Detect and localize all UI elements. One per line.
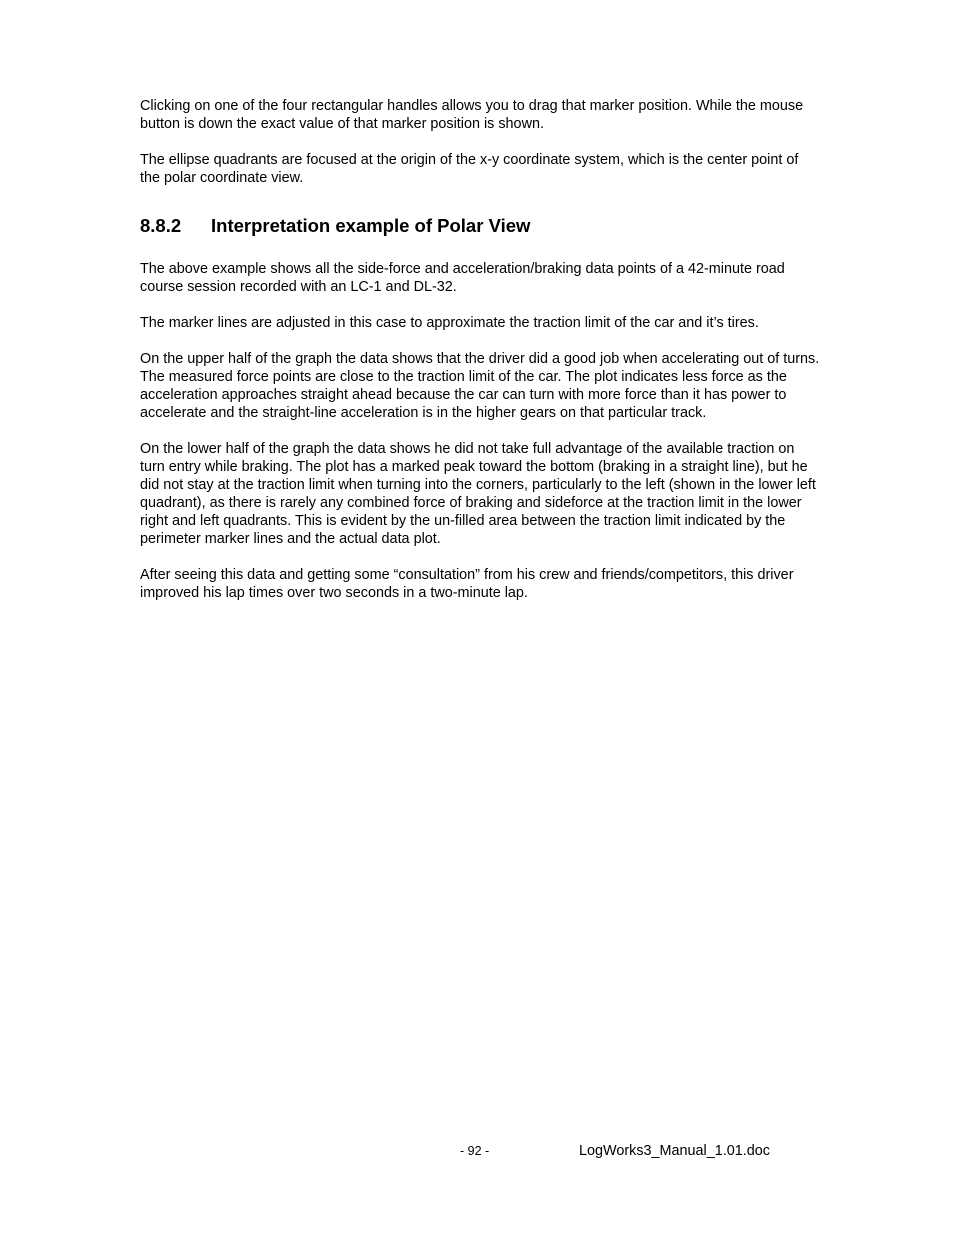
paragraph-marker-handles: Clicking on one of the four rectangular handles allows you to drag that marker position. While the mouse button is down the exact value of that marker position is shown. [140,98,804,132]
paragraph-example-overview: The above example shows all the side-force and acceleration/braking data points of a 42-minute road course session recorded with an LC-1 and DL-32. [140,261,785,295]
paragraph-lower-half: On the lower half of the graph the data shows he did not take full advantage of the available traction on turn entry while braking. The plot has a marked peak toward the bottom (braking in a straight line), but he did not stay at the traction limit when turning into the corners, particularly to the left (shown in the lower left quadrant), as there is rarely any combined force of braking and sideforce at the traction limit in the lower right and left quadrants. This is evident by the un-filled area between the traction limit indicated by the perimeter marker lines and the actual data plot. [140,441,816,547]
section-title: Interpretation example of Polar View [211,215,531,236]
footer-document-name: LogWorks3_Manual_1.01.doc [579,1143,770,1159]
paragraph-ellipse-quadrants: The ellipse quadrants are focused at the origin of the x-y coordinate system, which is the center point of the polar coordinate view. [140,152,799,186]
section-heading [140,214,820,238]
paragraph-conclusion: After seeing this data and getting some “consultation” from his crew and friends/competitors, this driver improved his lap times over two seconds in a two-minute lap. [140,567,794,601]
paragraph-marker-lines: The marker lines are adjusted in this case to approximate the traction limit of the car and it’s tires. [140,315,759,331]
footer-page-number: - 92 - [460,1144,490,1158]
paragraph-upper-half: On the upper half of the graph the data shows that the driver did a good job when accelerating out of turns. The measured force points are close to the traction limit of the car. The plot indicates less force as the acceleration approaches straight ahead because the car can turn with more force than it has power to accelerate and the straight-line acceleration is in the higher gears on that particular track. [140,351,820,421]
page-content [140,97,820,620]
section-number: 8.8.2 [140,215,182,236]
